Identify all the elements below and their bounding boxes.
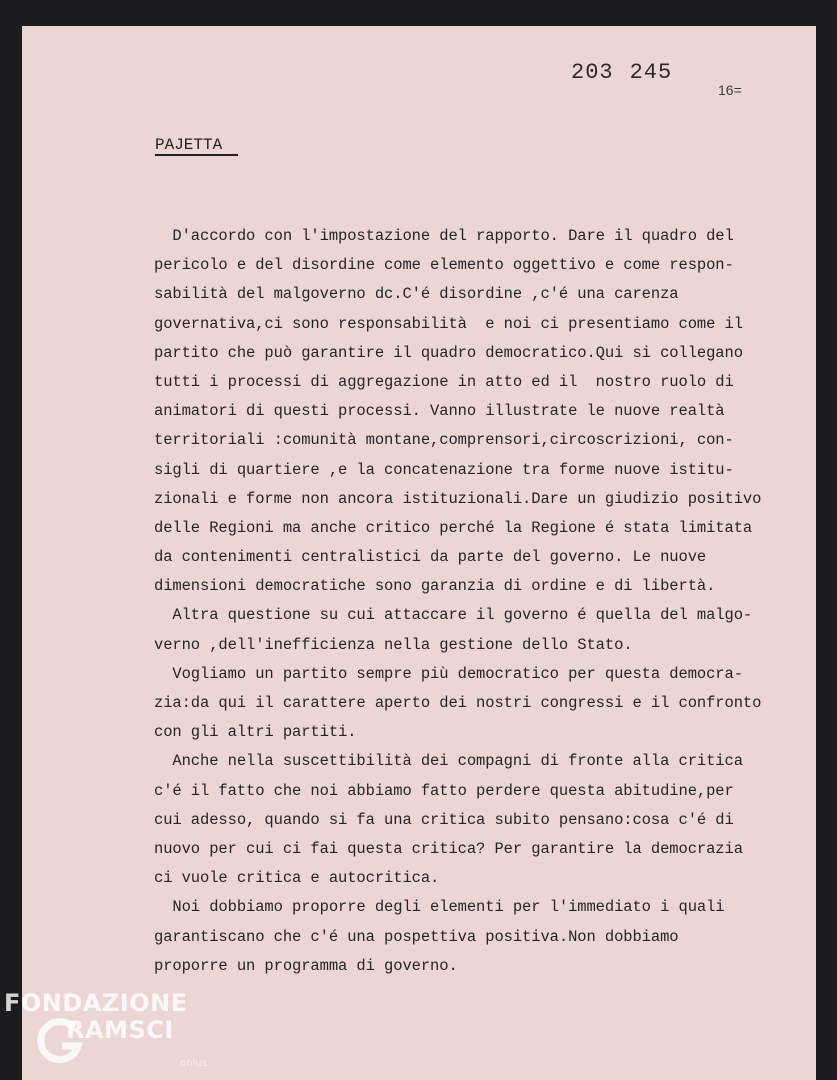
- text-line: proporre un programma di governo.: [154, 956, 458, 975]
- watermark-tag: onlus: [180, 1058, 207, 1069]
- text-line: Altra questione su cui attaccare il governo é quella del malgo-: [154, 606, 753, 625]
- text-line: partito che può garantire il quadro democratico.Qui si collegano: [154, 343, 743, 362]
- text-line: c'é il fatto che noi abbiamo fatto perdere questa abitudine,per: [154, 781, 734, 800]
- watermark-line1: FONDAZIONE: [4, 989, 188, 1017]
- text-line: Vogliamo un partito sempre più democratico per questa democra-: [154, 664, 743, 683]
- fondazione-gramsci-watermark: [4, 989, 207, 1069]
- body-text: [154, 222, 804, 981]
- watermark-line2: RAMSCI: [66, 1016, 174, 1044]
- text-line: nuovo per cui ci fai questa critica? Per garantire la democrazia: [154, 839, 743, 858]
- text-line: tutti i processi di aggregazione in atto ed il nostro ruolo di: [154, 372, 734, 391]
- page-mark: 16=: [718, 82, 742, 98]
- text-line: verno ,dell'inefficienza nella gestione dello Stato.: [154, 635, 633, 654]
- text-line: Anche nella suscettibilità dei compagni di fronte alla critica: [154, 752, 743, 771]
- text-line: cui adesso, quando si fa una critica subito pensano:cosa c'é di: [154, 810, 734, 829]
- text-line: da contenimenti centralistici da parte del governo. Le nuove: [154, 548, 707, 567]
- document-page: [22, 26, 816, 1080]
- text-line: dimensioni democratiche sono garanzia di ordine e di libertà.: [154, 577, 716, 596]
- text-line: governativa,ci sono responsabilità e noi ci presentiamo come il: [154, 314, 743, 333]
- text-line: con gli altri partiti.: [154, 723, 357, 742]
- text-line: zia:da qui il carattere aperto dei nostri congressi e il confronto: [154, 694, 762, 712]
- speaker-heading: PAJETTA: [155, 136, 238, 156]
- text-line: sabilità del malgoverno dc.C'é disordine ,c'é una carenza: [154, 285, 679, 304]
- archive-number: [571, 60, 688, 85]
- text-line: delle Regioni ma anche critico perché la Regione é stata limitata: [154, 518, 753, 537]
- text-line: Noi dobbiamo proporre degli elementi per l'immediato i quali: [154, 898, 725, 917]
- gramsci-g-logo-icon: [34, 1016, 86, 1068]
- text-line: sigli di quartiere ,e la concatenazione tra forme nuove istitu-: [154, 460, 734, 479]
- text-line: zionali e forme non ancora istituzionali.Dare un giudizio positivo: [154, 489, 762, 508]
- archive-number-primary: 203: [571, 60, 614, 85]
- text-line: territoriali :comunità montane,comprensori,circoscrizioni, con-: [154, 431, 734, 450]
- text-line: pericolo e del disordine come elemento oggettivo e come respon-: [154, 256, 734, 275]
- archive-number-secondary: 245: [629, 60, 673, 85]
- text-line: garantiscano che c'é una pospettiva positiva.Non dobbiamo: [154, 927, 679, 946]
- text-line: D'accordo con l'impostazione del rapporto. Dare il quadro del: [154, 227, 734, 245]
- text-line: animatori di questi processi. Vanno illustrate le nuove realtà: [154, 402, 725, 421]
- text-line: ci vuole critica e autocritica.: [154, 869, 440, 888]
